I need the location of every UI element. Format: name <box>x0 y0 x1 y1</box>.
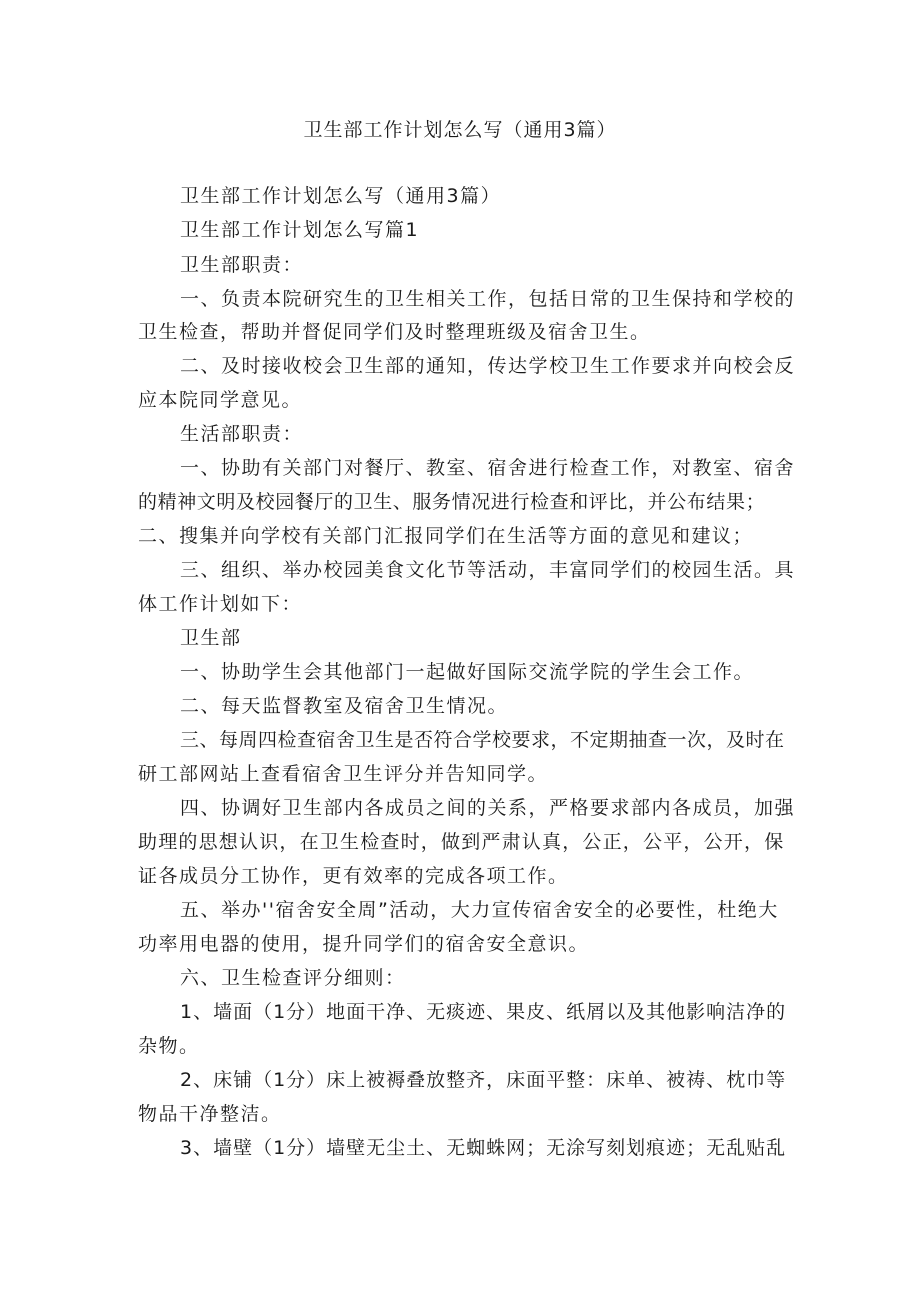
paragraph-line: 卫生部 <box>180 627 242 649</box>
paragraph-line: 一、负责本院研究生的卫生相关工作，包括日常的卫生保持和学校的 <box>180 288 796 310</box>
paragraph-line: 三、每周四检查宿舍卫生是否符合学校要求，不定期抽查一次，及时在 <box>180 729 785 751</box>
subtitle-line: 卫生部工作计划怎么写（通用3篇） <box>180 185 502 207</box>
paragraph-line: 四、协调好卫生部内各成员之间的关系，严格要求部内各成员，加强 <box>180 797 796 819</box>
paragraph-line: 一、协助有关部门对餐厅、教室、宿舍进行检查工作，对教室、宿舍 <box>180 457 796 479</box>
paragraph-line: 六、卫生检查评分细则： <box>180 967 406 989</box>
paragraph-line: 二、搜集并向学校有关部门汇报同学们在生活等方面的意见和建议； <box>138 525 754 547</box>
paragraph-line: 生活部职责： <box>180 423 304 445</box>
paragraph-line: 二、每天监督教室及宿舍卫生情况。 <box>180 695 509 717</box>
paragraph-line: 卫生检查，帮助并督促同学们及时整理班级及宿舍卫生。 <box>138 321 651 343</box>
paragraph-line: 三、组织、举办校园美食文化节等活动，丰富同学们的校园生活。具 <box>180 559 796 581</box>
paragraph-line: 1、墙面（1分）地面干净、无痰迹、果皮、纸屑以及其他影响洁净的 <box>180 1001 787 1023</box>
paragraph-line: 研工部网站上查看宿舍卫生评分并告知同学。 <box>138 763 549 785</box>
paragraph-line: 五、举办''宿舍安全周”活动，大力宣传宿舍安全的必要性，杜绝大 <box>180 899 779 921</box>
section-heading: 卫生部工作计划怎么写篇1 <box>180 219 420 241</box>
paragraph-line: 的精神文明及校园餐厅的卫生、服务情况进行检查和评比，并公布结果； <box>138 491 766 513</box>
paragraph-line: 一、协助学生会其他部门一起做好国际交流学院的学生会工作。 <box>180 661 755 683</box>
paragraph-line: 卫生部职责： <box>180 254 304 276</box>
paragraph-line: 证各成员分工协作，更有效率的完成各项工作。 <box>138 865 569 887</box>
paragraph-line: 体工作计划如下： <box>138 593 303 615</box>
paragraph-line: 功率用电器的使用，提升同学们的宿舍安全意识。 <box>138 933 590 955</box>
paragraph-line: 杂物。 <box>138 1035 200 1057</box>
paragraph-line: 应本院同学意见。 <box>138 389 303 411</box>
paragraph-line: 3、墙壁（1分）墙壁无尘土、无蜘蛛网；无涂写刻划痕迹；无乱贴乱 <box>180 1137 787 1159</box>
paragraph-line: 物品干净整洁。 <box>138 1103 282 1125</box>
paragraph-line: 二、及时接收校会卫生部的通知，传达学校卫生工作要求并向校会反 <box>180 355 796 377</box>
paragraph-line: 2、床铺（1分）床上被褥叠放整齐，床面平整：床单、被祷、枕巾等 <box>180 1069 787 1091</box>
document-title: 卫生部工作计划怎么写（通用3篇） <box>303 119 617 141</box>
paragraph-line: 助理的思想认识，在卫生检查时，做到严肃认真，公正，公平，公开，保 <box>138 831 785 853</box>
